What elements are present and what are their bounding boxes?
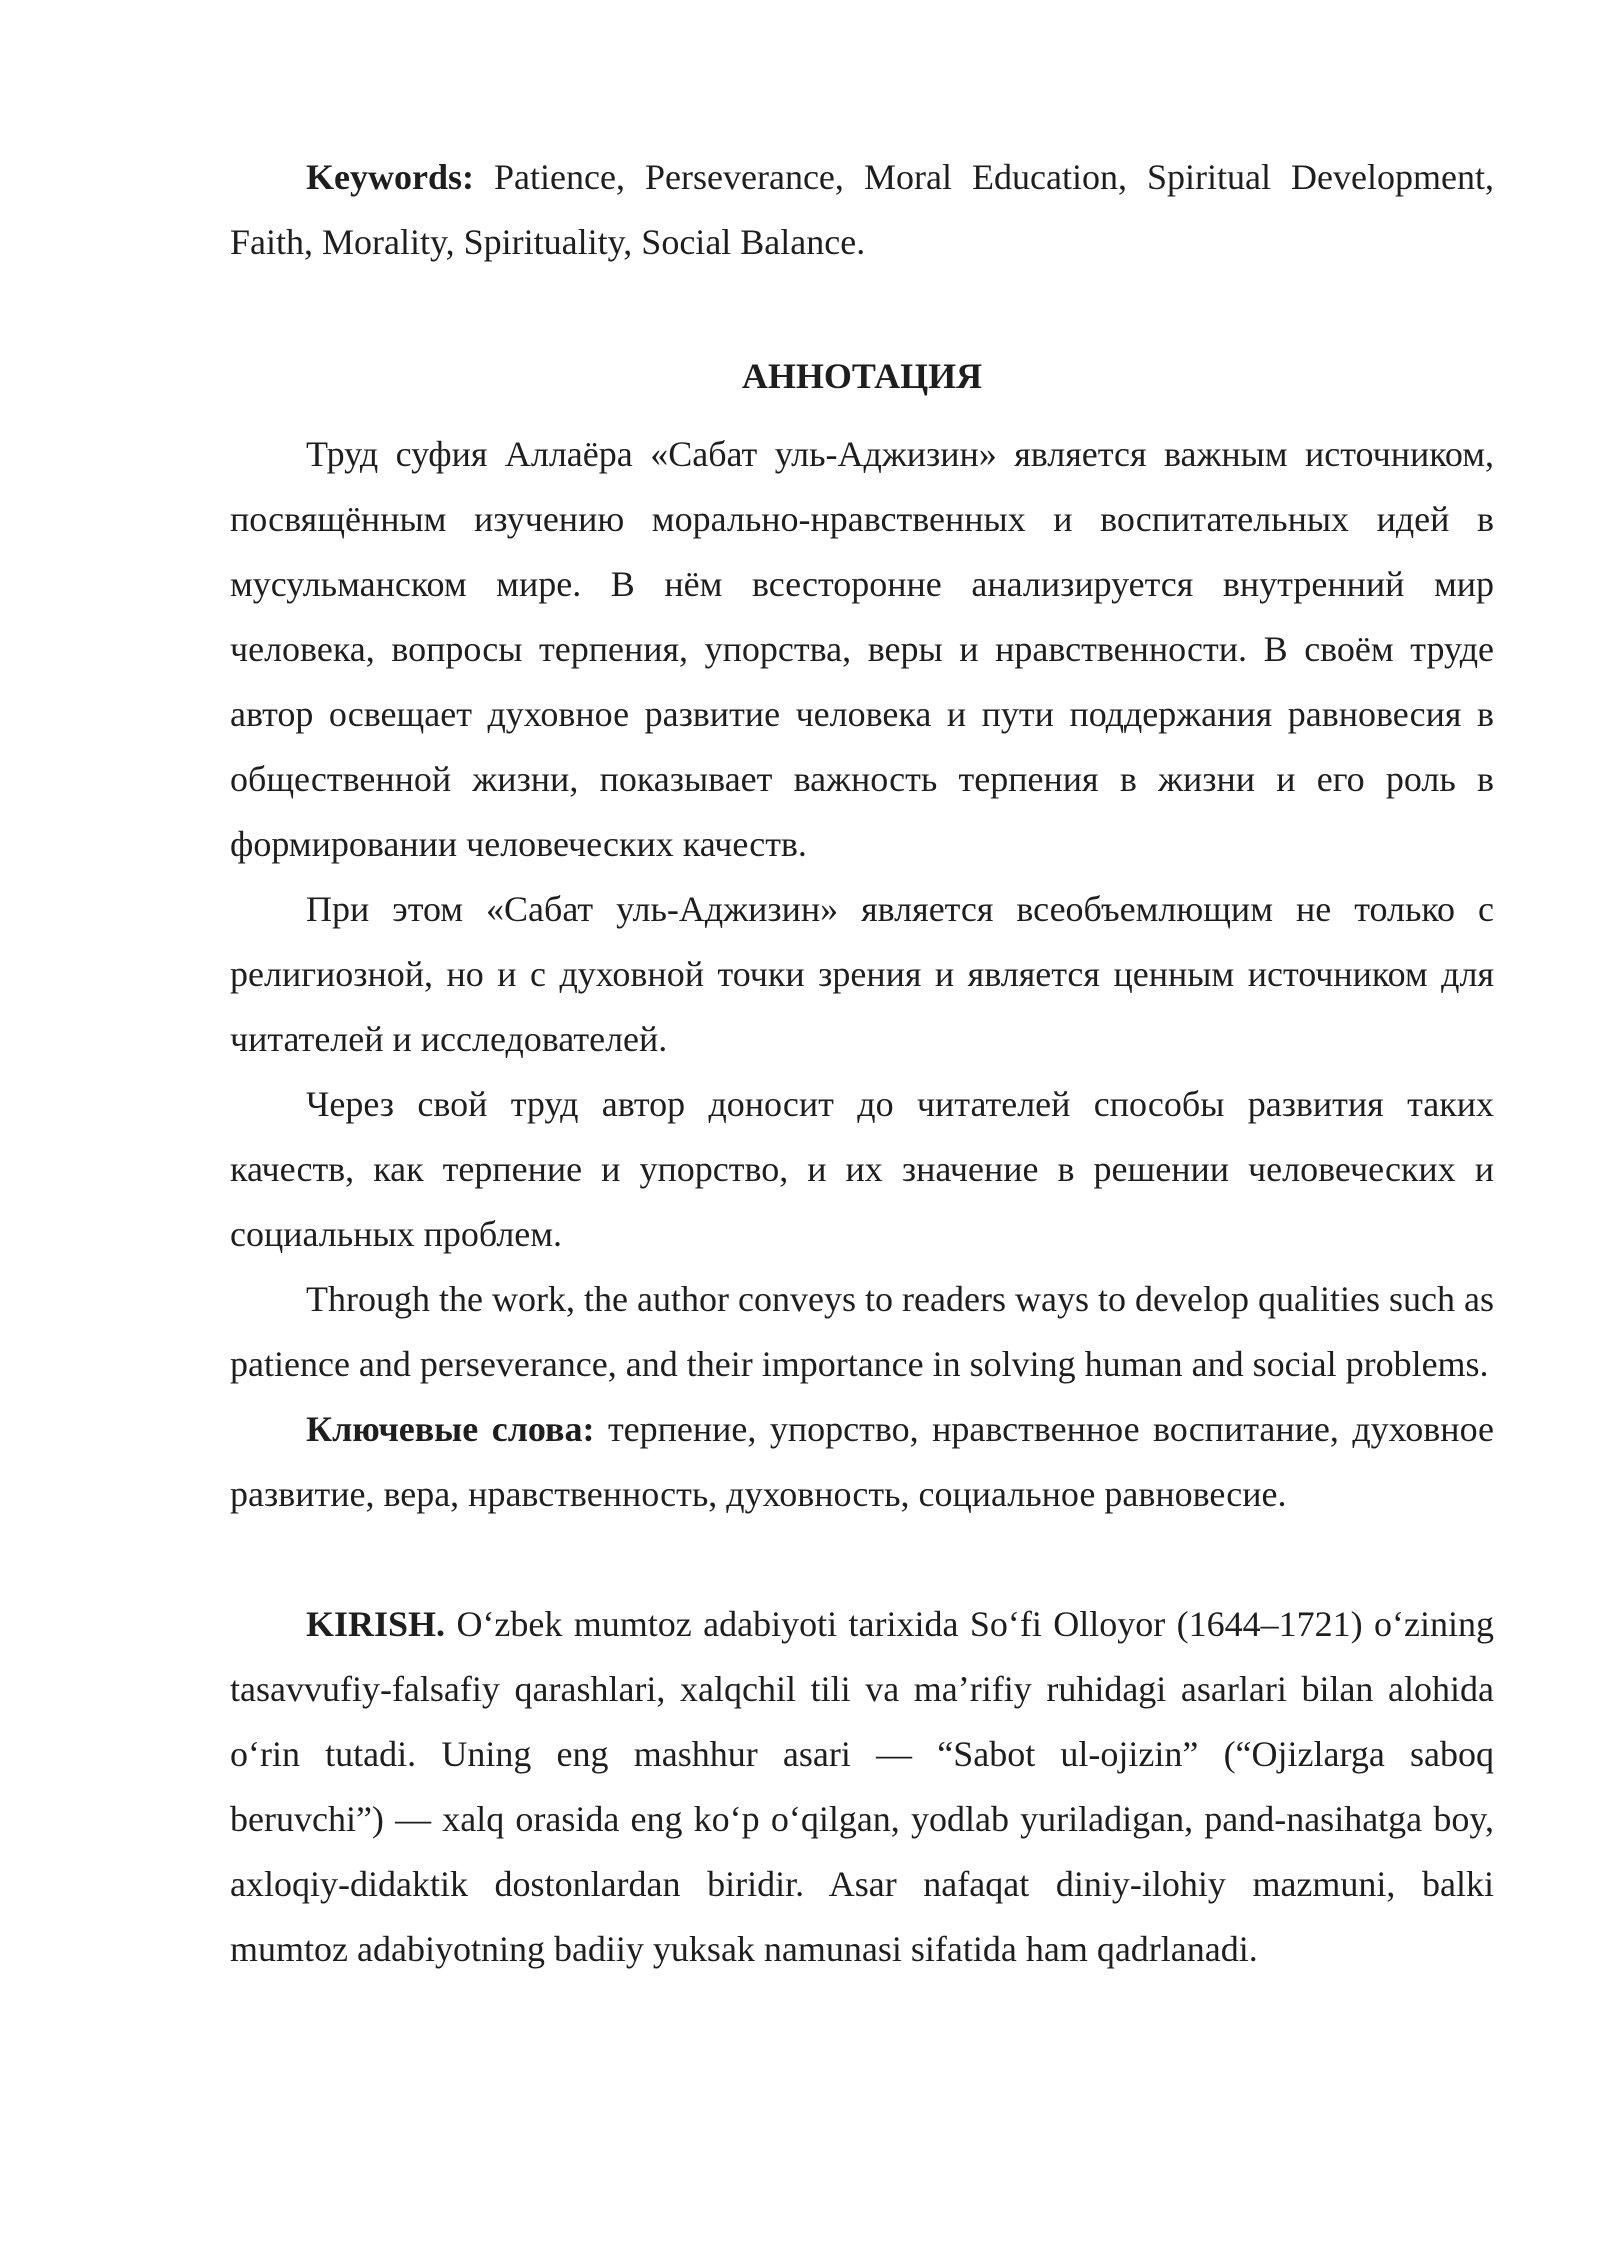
intro-text: Oʻzbek mumtoz adabiyoti tarixida Soʻfi Olloyor (1644–1721) oʻzining tasavvufiy-falsafiy qarashlari, xalqchil tili va maʼrifiy ruhidagi asarlari bilan alohida oʻrin tutadi. Uning eng mashhur asari — “Sabot ul-ojizin” (“Ojizlarga saboq beruvchi”) — xalq orasida eng koʻp oʻqilgan, yodlab yuriladigan, pand-nasihatga boy, axloqiy-didaktik dostonlardan biridir. Asar nafaqat diniy-ilohiy mazmuni, balki mumtoz adabiyotning badiiy yuksak namunasi sifatida ham qadrlanadi. <box>230 1604 1494 1969</box>
keywords-en-label: Keywords: <box>306 157 474 197</box>
keywords-en-text: Patience, Perseverance, Moral Education, Spiritual Development, Faith, Morality, Spirituality, Social Balance. <box>230 157 1494 262</box>
annotation-paragraph-2: При этом «Сабат уль-Аджизин» является всеобъемлющим не только с религиозной, но и с духовной точки зрения и является ценным источником для читателей и исследователей. <box>230 889 1494 1059</box>
annotation-paragraph-1: Труд суфия Аллаёра «Сабат уль-Аджизин» является важным источником, посвящённым изучению морально-нравственных и воспитательных идей в мусульманском мире. В нём всесторонне анализируется внутренний мир человека, вопросы терпения, упорства, веры и нравственности. В своём труде автор освещает духовное развитие человека и пути поддержания равновесия в общественной жизни, показывает важность терпения в жизни и его роль в формировании человеческих качеств. <box>230 434 1494 864</box>
intro-label: KIRISH. <box>306 1604 446 1644</box>
annotation-paragraph-3: Через свой труд автор доносит до читателей способы развития таких качеств, как терпение и упорство, и их значение в решении человеческих и социальных проблем. <box>230 1084 1494 1254</box>
annotation-paragraph-4: Through the work, the author conveys to readers ways to develop qualities such as patience and perseverance, and their importance in solving human and social problems. <box>230 1279 1494 1384</box>
keywords-ru-text: терпение, упорство, нравственное воспитание, духовное развитие, вера, нравственность, духовность, социальное равновесие. <box>230 1409 1494 1514</box>
annotation-heading: АННОТАЦИЯ <box>741 356 983 396</box>
intro-paragraph <box>230 1592 1494 1982</box>
keywords-ru-paragraph <box>230 1397 1494 1527</box>
keywords-en-paragraph <box>230 145 1494 275</box>
keywords-ru-label: Ключевые слова: <box>306 1409 595 1449</box>
document-page <box>230 145 1494 1982</box>
